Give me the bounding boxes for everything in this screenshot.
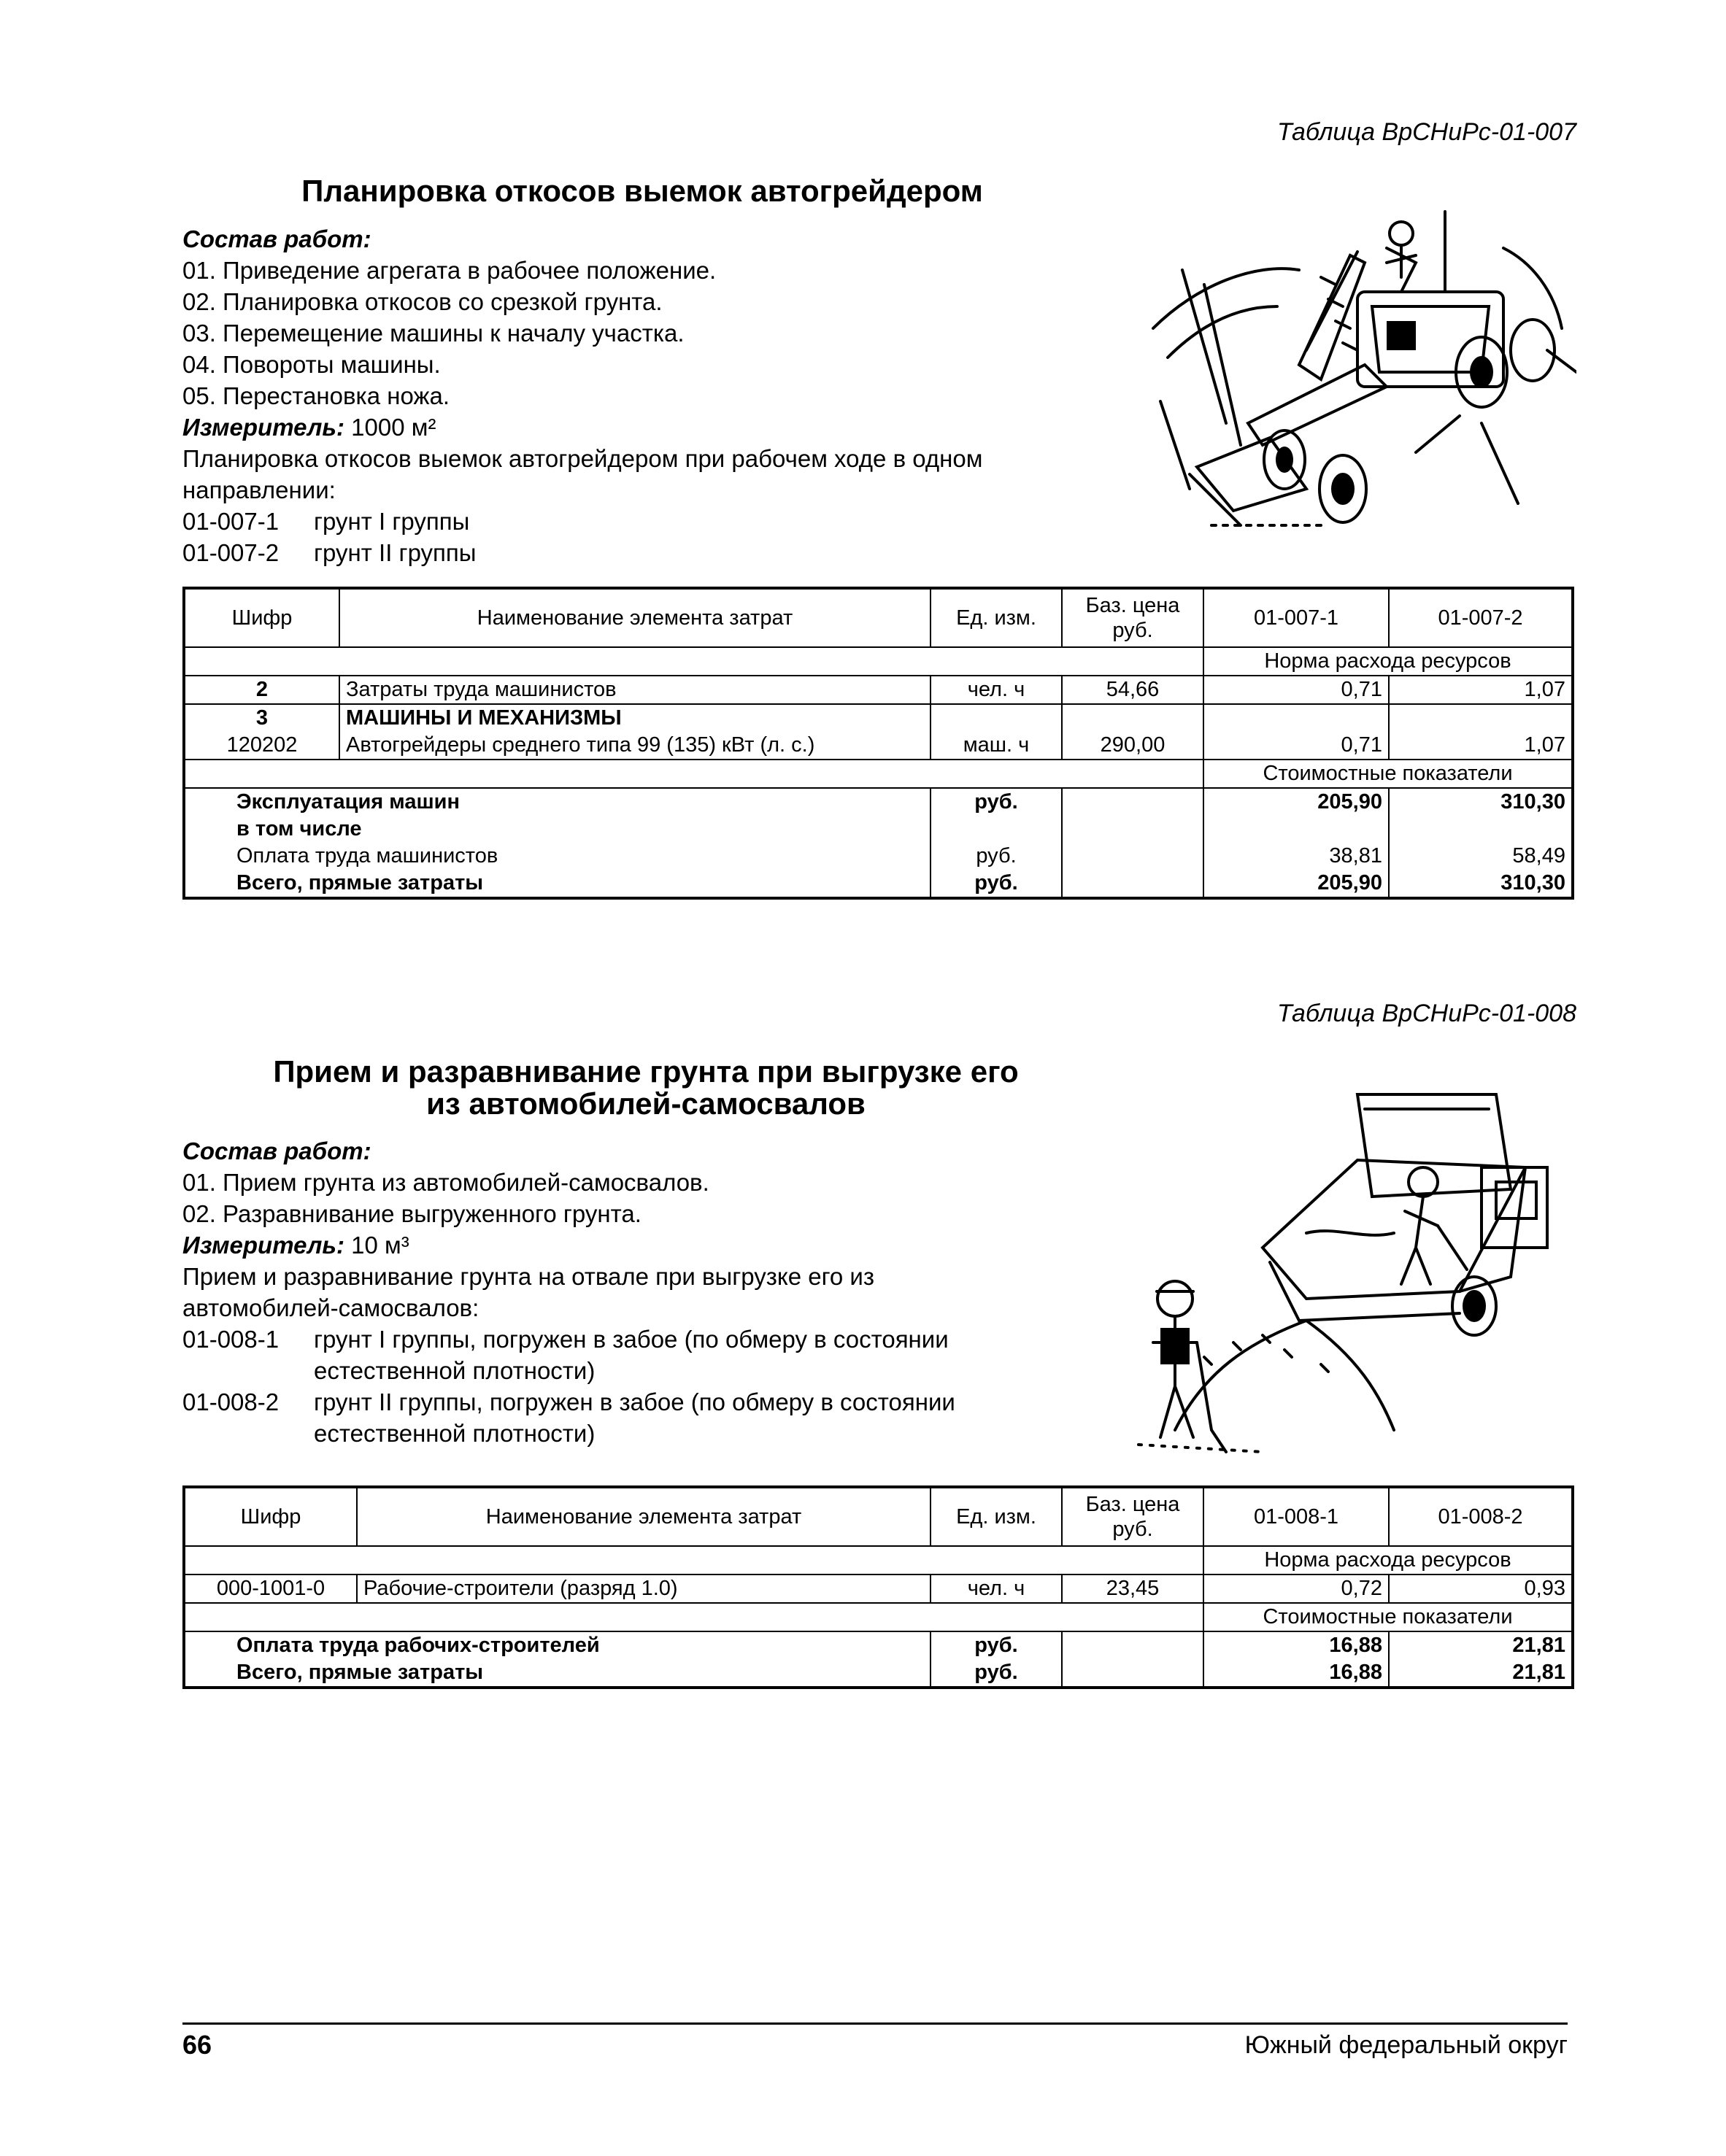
cost-table-01-008 (182, 1485, 1574, 1689)
meter-line: Измеритель: 10 м³ (182, 1232, 409, 1259)
cost-table-01-007 (182, 587, 1574, 900)
meter-line: Измеритель: 1000 м² (182, 414, 436, 441)
table-row: 000-1001-0 Рабочие-строители (разряд 1.0) чел. ч 23,45 0,72 0,93 (184, 1575, 1573, 1603)
header-cell: Ед. изм. (931, 1487, 1062, 1546)
table-caption-01-008: Таблица ВрСНиРс-01-008 (1276, 1000, 1576, 1027)
cost-row: Оплата труда рабочих-строителей руб. 16,88 21,81 (184, 1631, 1573, 1659)
work-item: 02. Планировка откосов со срезкой грунта. (182, 288, 663, 315)
variant-item: 01-007-2 грунт II группы (182, 539, 477, 566)
header-cell: Шифр (184, 588, 339, 647)
header-cell: 01-008-1 (1203, 1487, 1389, 1546)
norm-label: Норма расхода ресурсов (1203, 1546, 1573, 1575)
cost-label: Стоимостные показатели (1203, 1603, 1573, 1631)
page-number: 66 (182, 2030, 212, 2060)
work-item: 01. Приведение агрегата в рабочее положение. (182, 257, 717, 284)
table-row: 2 Затраты труда машинистов чел. ч 54,66 0,71 1,07 (184, 676, 1573, 704)
header-cell: Шифр (184, 1487, 357, 1546)
work-item: 03. Перемещение машины к началу участка. (182, 320, 685, 347)
cost-row: Всего, прямые затраты руб. 16,88 21,81 (184, 1659, 1573, 1688)
composition-label: Состав работ: (182, 1137, 371, 1164)
description-text: Прием и разравнивание грунта на отвале при выгрузке его из автомобилей-самосвалов: (182, 1263, 874, 1321)
section-label-row (184, 760, 1573, 788)
work-item: 01. Прием грунта из автомобилей-самосвалов. (182, 1169, 709, 1196)
cost-row: в том числе (184, 816, 1573, 843)
cost-label: Стоимостные показатели (1203, 760, 1573, 788)
table-row: 120202 Автогрейдеры среднего типа 99 (135) кВт (л. с.) маш. ч 290,00 0,71 1,07 (184, 732, 1573, 760)
table-header-row (184, 588, 1573, 647)
cost-row: Всего, прямые затраты руб. 205,90 310,30 (184, 870, 1573, 898)
header-cell: 01-007-1 (1203, 588, 1389, 647)
table-caption-01-007: Таблица ВрСНиРс-01-007 (1276, 118, 1576, 146)
cost-row: Эксплуатация машин руб. 205,90 310,30 (184, 788, 1573, 816)
section-label-row (184, 1546, 1573, 1575)
footer-region: Южный федеральный округ (1244, 2031, 1568, 2059)
work-description-01-007 (182, 223, 1131, 568)
table-row: 3 МАШИНЫ И МЕХАНИЗМЫ (184, 704, 1573, 732)
composition-label: Состав работ: (182, 225, 371, 252)
variant-item: 01-007-1 грунт I группы (182, 508, 470, 535)
work-item: 05. Перестановка ножа. (182, 382, 450, 409)
motor-grader-illustration (1139, 182, 1576, 562)
dump-truck-illustration (1117, 1080, 1569, 1474)
work-item: 02. Разравнивание выгруженного грунта. (182, 1200, 642, 1227)
footer-divider (182, 2022, 1568, 2025)
header-cell: Ед. изм. (931, 588, 1062, 647)
header-cell: 01-007-2 (1389, 588, 1573, 647)
section-title-01-008: Прием и разравнивание грунта при выгрузке его из автомобилей-самосвалов (273, 1054, 1019, 1121)
section-label-row (184, 1603, 1573, 1631)
variant-item: 01-008-1 грунт I группы, погружен в забое (по обмеру в состоянии естественной плотности) (182, 1326, 949, 1384)
cost-row: Оплата труда машинистов руб. 38,81 58,49 (184, 843, 1573, 870)
header-cell: Наименование элемента затрат (339, 588, 931, 647)
header-cell: Баз. цена руб. (1062, 1487, 1203, 1546)
variant-item: 01-008-2 грунт II группы, погружен в забое (по обмеру в состоянии естественной плотности) (182, 1388, 955, 1447)
section-label-row (184, 647, 1573, 676)
work-item: 04. Повороты машины. (182, 351, 441, 378)
norm-label: Норма расхода ресурсов (1203, 647, 1573, 676)
header-cell: Наименование элемента затрат (357, 1487, 931, 1546)
work-description-01-008 (182, 1135, 1131, 1449)
header-cell: 01-008-2 (1389, 1487, 1573, 1546)
section-title-01-007: Планировка откосов выемок автогрейдером (301, 174, 983, 208)
table-header-row (184, 1487, 1573, 1546)
header-cell: Баз. цена руб. (1062, 588, 1203, 647)
description-text: Планировка откосов выемок автогрейдером при рабочем ходе в одном направлении: (182, 445, 983, 503)
